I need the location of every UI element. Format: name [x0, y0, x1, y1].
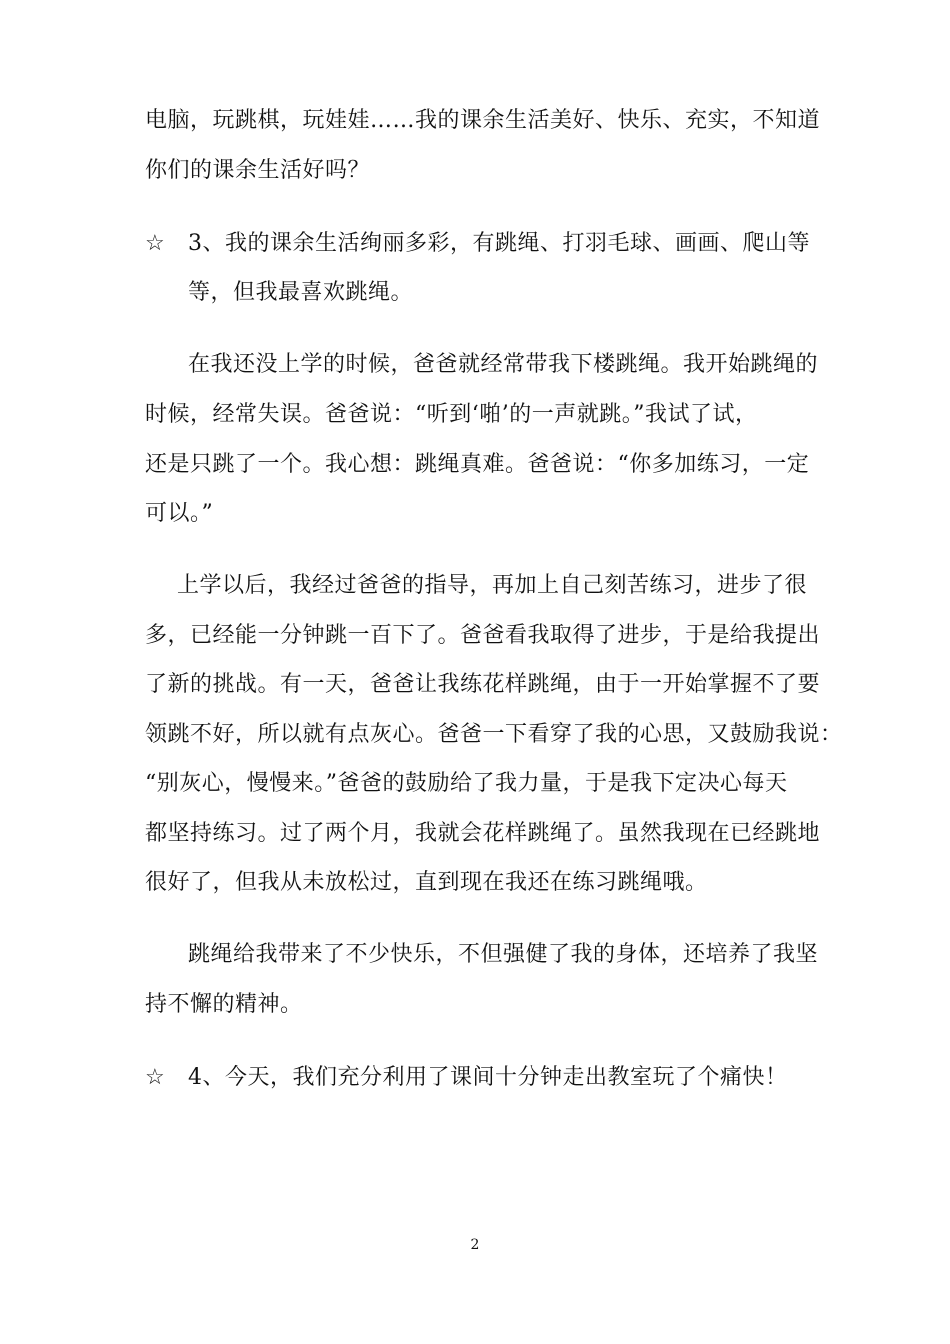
paragraph-2-line-1: 上学以后，我经过爸爸的指导，再加上自己刻苦练习，进步了很 — [177, 573, 808, 598]
paragraph-intro-line-2: 你们的课余生活好吗？ — [145, 158, 371, 183]
paragraph-2-line-7: 很好了，但我从未放松过，直到现在我还在练习跳绳哦。 — [145, 870, 708, 895]
paragraph-3-line-2: 持不懈的精神。 — [145, 992, 303, 1017]
paragraph-3-line-1: 跳绳给我带来了不少快乐，不但强健了我的身体，还培养了我坚 — [188, 942, 819, 967]
paragraph-2-line-3: 了新的挑战。有一天，爸爸让我练花样跳绳，由于一开始掌握不了要 — [145, 672, 821, 697]
star-bullet-icon: ☆ — [145, 231, 165, 256]
item-3-line-1: 3、我的课余生活绚丽多彩，有跳绳、打羽毛球、画画、爬山等 — [188, 231, 810, 256]
paragraph-1-line-1: 在我还没上学的时候，爸爸就经常带我下楼跳绳。我开始跳绳的 — [188, 352, 819, 377]
page-number: 2 — [470, 1237, 480, 1253]
paragraph-2-line-5: “别灰心，慢慢来。”爸爸的鼓励给了我力量，于是我下定决心每天 — [145, 771, 788, 796]
item-3-line-2: 等，但我最喜欢跳绳。 — [188, 280, 414, 305]
item-4-line-1: 4、今天，我们充分利用了课间十分钟走出教室玩了个痛快！ — [188, 1065, 788, 1090]
paragraph-2-line-6: 都坚持练习。过了两个月，我就会花样跳绳了。虽然我现在已经跳地 — [145, 821, 821, 846]
paragraph-intro-line-1: 电脑，玩跳棋，玩娃娃……我的课余生活美好、快乐、充实，不知道 — [145, 108, 821, 133]
paragraph-2-line-4: 领跳不好，所以就有点灰心。爸爸一下看穿了我的心思，又鼓励我说： — [145, 722, 843, 747]
paragraph-1-line-3: 还是只跳了一个。我心想：跳绳真难。爸爸说：“你多加练习，一定 — [145, 452, 810, 477]
star-bullet-icon: ☆ — [145, 1065, 165, 1090]
paragraph-2-line-2: 多，已经能一分钟跳一百下了。爸爸看我取得了进步，于是给我提出 — [145, 623, 821, 648]
paragraph-1-line-4: 可以。” — [145, 501, 214, 526]
paragraph-1-line-2: 时候，经常失误。爸爸说：“听到‘啪’的一声就跳。”我试了试， — [145, 402, 758, 427]
